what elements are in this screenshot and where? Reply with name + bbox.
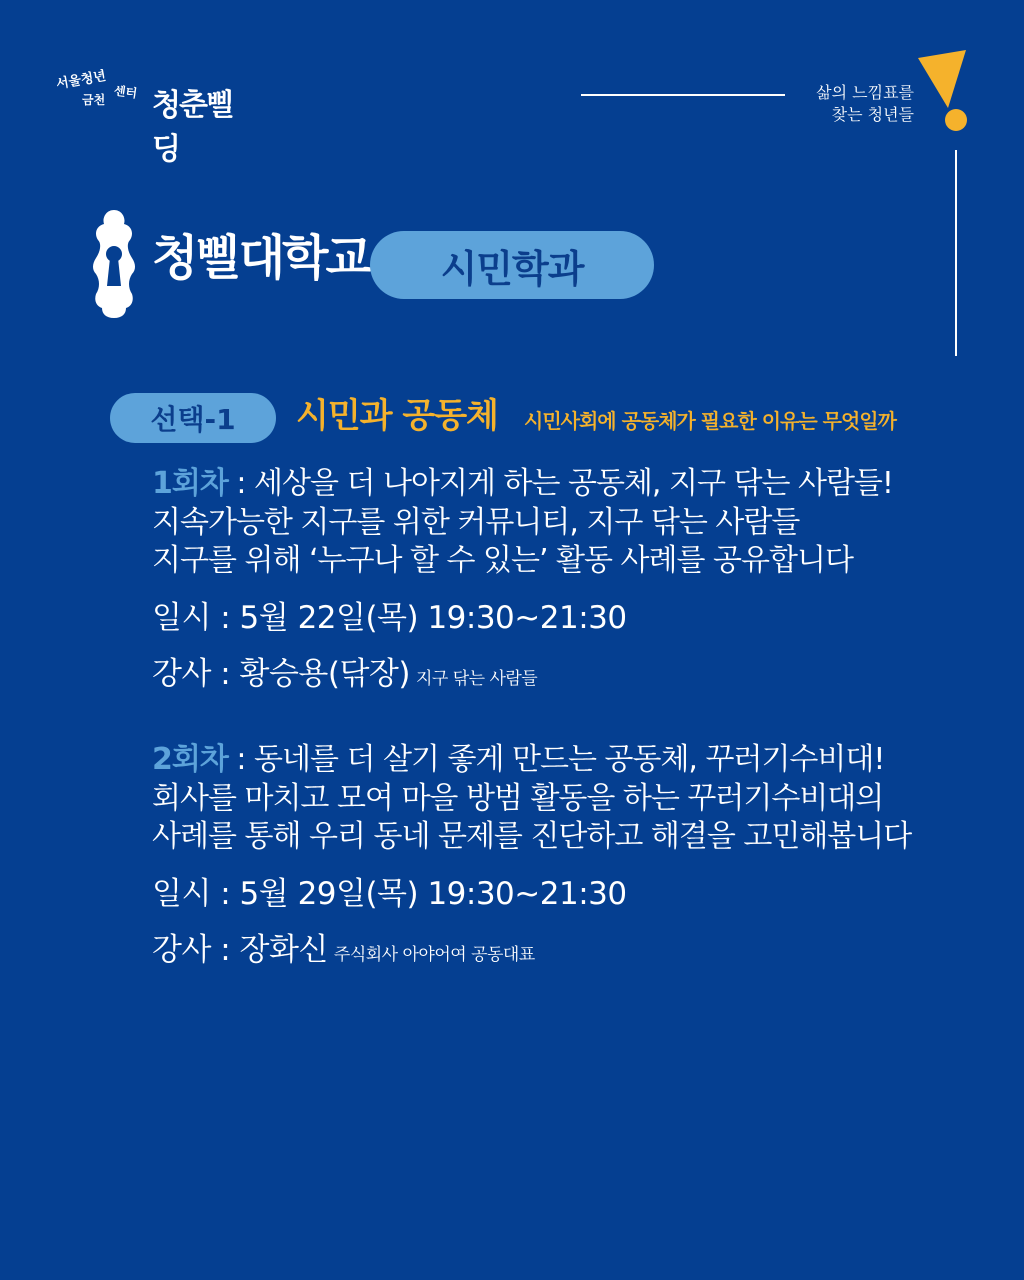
session-headline-text: : 동네를 더 살기 좋게 만드는 공동체, 꾸러기수비대! xyxy=(227,742,885,777)
session-lecturer xyxy=(152,654,932,699)
seoul-youth-center-logo xyxy=(56,68,148,120)
university-title: 청삘대학교 xyxy=(152,230,369,286)
tagline-line1: 삶의 느낌표를 xyxy=(816,83,914,102)
lecturer-affiliation: 지구 닦는 사람들 xyxy=(415,669,538,689)
logo-text-right: 센터 xyxy=(113,83,139,101)
session-desc-line2: 지구를 위해 ‘누구나 할 수 있는’ 활동 사례를 공유합니다 xyxy=(152,543,853,578)
session-number: 2회차 xyxy=(152,742,228,777)
vertical-divider xyxy=(955,150,957,356)
exclamation-icon xyxy=(918,50,970,132)
session-desc-line2: 사례를 통해 우리 동네 문제를 진단하고 해결을 고민해봅니다 xyxy=(152,819,912,854)
choice-subtitle: 시민사회에 공동체가 필요한 이유는 무엇일까 xyxy=(524,409,896,433)
lecturer-affiliation: 주식회사 아야어여 공동대표 xyxy=(333,945,535,965)
session-desc-line1: 지속가능한 지구를 위한 커뮤니티, 지구 닦는 사람들 xyxy=(152,505,800,540)
session-headline-text: : 세상을 더 나아지게 하는 공동체, 지구 닦는 사람들! xyxy=(227,466,893,501)
keyhole-icon xyxy=(92,208,136,320)
session-headline xyxy=(152,740,932,780)
header-divider xyxy=(581,94,785,96)
session-headline xyxy=(152,464,932,504)
session-date: 일시 : 5월 29일(목) 19:30~21:30 xyxy=(152,876,627,912)
center-logo xyxy=(55,68,256,167)
department-badge: 시민학과 xyxy=(370,231,654,299)
tagline xyxy=(816,82,914,126)
lecturer-name: 강사 : 황승용(닦장) xyxy=(152,656,410,692)
choice-badge: 선택-1 xyxy=(110,393,276,443)
logo-text-bottom: 금천 xyxy=(82,93,106,107)
session-number: 1회차 xyxy=(152,466,228,501)
session-date: 일시 : 5월 22일(목) 19:30~21:30 xyxy=(152,600,627,636)
choice-title: 시민과 공동체 xyxy=(296,396,498,436)
session-desc-line1: 회사를 마치고 모여 마을 방범 활동을 하는 꾸러기수비대의 xyxy=(152,781,884,816)
brand-name: 청춘삘딩 xyxy=(152,88,233,167)
lecturer-name: 강사 : 장화신 xyxy=(152,932,328,968)
session-lecturer xyxy=(152,930,932,975)
tagline-line2: 찾는 청년들 xyxy=(831,105,914,124)
session-2 xyxy=(152,740,932,975)
session-1 xyxy=(152,464,932,699)
logo-text-top: 서울청년 xyxy=(55,68,108,93)
